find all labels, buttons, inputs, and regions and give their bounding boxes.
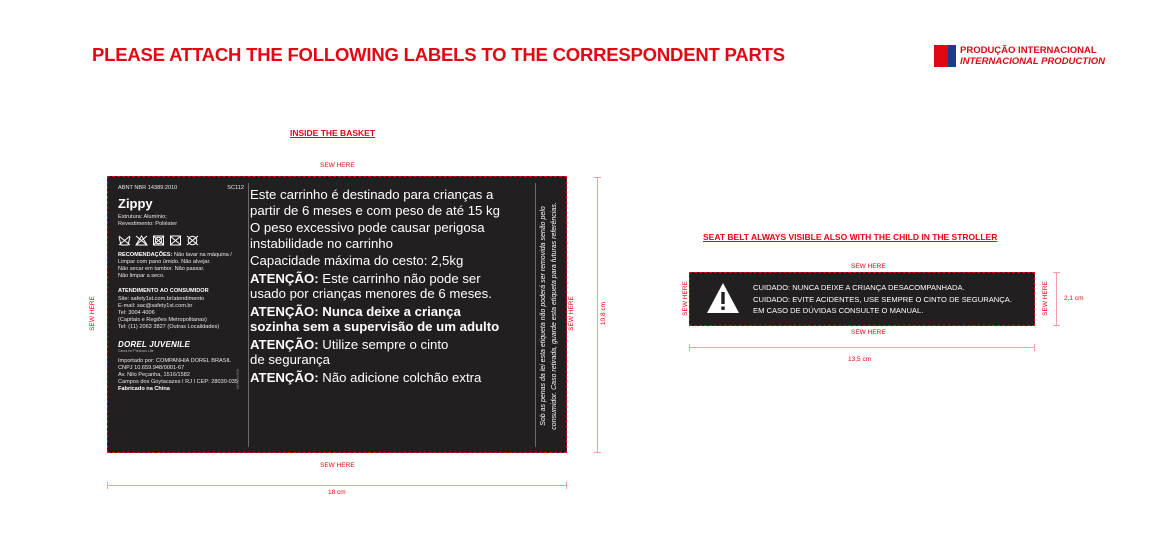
main-line: Este carrinho é destinado para crianças a [250, 187, 494, 202]
no-wash-icon [118, 235, 131, 246]
warning-line [250, 337, 534, 353]
recommendations [118, 252, 244, 281]
warning-line [250, 304, 534, 320]
brand-block [934, 45, 1134, 69]
sew-here-top: SEW HERE [851, 263, 886, 270]
sew-here-left: SEW HERE [681, 281, 689, 316]
warning-prefix: ATENÇÃO: [250, 270, 319, 286]
main-line: Capacidade máxima do cesto: 2,5kg [250, 253, 464, 268]
importer-line: Importado por: COMPANHIA DOREL BRASIL [118, 357, 232, 364]
basket-section-title: INSIDE THE BASKET [290, 128, 376, 138]
dim-tick [566, 482, 567, 489]
warning-text: Utilize sempre o cinto [318, 336, 449, 352]
width-dimension-label: 18 cm [328, 489, 346, 496]
importer-line: Av. Nilo Peçanha, 1516/1582 [118, 372, 190, 379]
importer-info [118, 358, 244, 394]
sew-here-right: SEW HERE [567, 296, 575, 331]
height-dimension-line [1056, 272, 1057, 326]
dorel-juvenile-logo: DOREL JUVENILE [118, 339, 190, 349]
service-line: E-mail: sac@safety1st.com.br [118, 302, 193, 309]
structure-material: Estrutura: Alumínio; [118, 214, 167, 221]
width-dimension-label: 13,5 cm [848, 356, 872, 363]
sew-here-top: SEW HERE [320, 162, 355, 169]
side-code: DE9024 R36 [236, 368, 240, 389]
height-dimension-line [597, 177, 598, 453]
warning-prefix: ATENÇÃO: [250, 336, 319, 352]
dim-tick [1053, 325, 1060, 326]
main-line: instabilidade no carrinho [250, 235, 393, 251]
page-title: PLEASE ATTACH THE FOLLOWING LABELS TO THE CORRESPONDENT PARTS [92, 44, 785, 65]
sew-here-left: SEW HERE [88, 296, 96, 331]
seatbelt-warning-line: CUIDADO: NUNCA DEIXE A CRIANÇA DESACOMPANHADA. [753, 283, 965, 292]
warning-prefix: ATENÇÃO: [250, 369, 319, 385]
legal-line: consumidor. Caso retirada, guarde esta etiqueta para futuras referências. [551, 202, 558, 430]
legal-side-text [538, 185, 562, 447]
product-name: Zippy [118, 196, 153, 212]
recommendation-line: Não secar em tambor. Não passar. [118, 266, 205, 273]
no-bleach-icon [135, 235, 148, 246]
warning-line [250, 370, 534, 386]
recommendation-line: Limpar com pano úmido. Não alvejar. [118, 258, 211, 265]
width-dimension-line [689, 347, 1035, 348]
warning-text: Não adicione colchão extra [318, 369, 482, 385]
no-dry-clean-icon [186, 235, 199, 246]
warning-prefix: ATENÇÃO: [250, 303, 319, 319]
dorel-tagline: Cares for Precious Life [118, 348, 154, 353]
label-left-column [118, 185, 244, 447]
seatbelt-warning-line: EM CASO DE DÚVIDAS CONSULTE O MANUAL. [753, 306, 924, 315]
brand-line-1: PRODUÇÃO INTERNACIONAL [960, 45, 1097, 56]
care-icons [118, 235, 244, 246]
importer-line: CNPJ 10.659.948/0001-67 [118, 364, 185, 371]
standard-code: ABNT NBR 14389:2010 [118, 185, 178, 191]
height-dimension-label: 2,1 cm [1064, 295, 1084, 302]
height-dimension-label: 10,8 cm [600, 301, 608, 326]
main-line: partir de 6 meses e com peso de até 15 kg [250, 202, 500, 218]
main-line: de segurança [250, 352, 330, 367]
recommendations-title: RECOMENDAÇÕES: [118, 251, 173, 258]
consumer-service [118, 288, 244, 331]
service-line: Tel: (11) 2063 3827 (Outras Localidades) [118, 324, 220, 331]
main-line: O peso excessivo pode causar perigosa [250, 220, 485, 235]
main-line: usado por crianças menores de 6 meses. [250, 286, 492, 301]
no-tumble-dry-icon [152, 235, 165, 246]
brand-line-2: INTERNACIONAL PRODUCTION [960, 56, 1105, 67]
recommendation-line: Não lavar na máquina / [173, 251, 232, 258]
dim-tick [594, 452, 601, 453]
main-line: sozinha sem a supervisão de um adulto [250, 319, 500, 334]
sew-here-bottom: SEW HERE [851, 329, 886, 336]
no-dry-icon [169, 235, 182, 246]
service-line: Site: safety1st.com.br/atendimento [118, 295, 205, 302]
lining-material: Revestimento: Poliéster [118, 221, 178, 228]
service-line: (Capitais e Regiões Metropolitanas) [118, 317, 207, 324]
recommendation-line: Não limpar a seco. [118, 273, 165, 280]
service-line: Tel: 3004 4006 [118, 310, 155, 317]
seatbelt-warning-text [753, 282, 1012, 317]
column-divider [535, 183, 536, 447]
made-in: Fabricado na China [118, 386, 170, 393]
width-dimension-line [107, 485, 567, 486]
importer-line: Campos dos Goytacazes I RJ I CEP: 28030-035 [118, 379, 239, 386]
seatbelt-label [689, 272, 1035, 326]
dim-tick [1034, 344, 1035, 351]
label-main-text [250, 187, 534, 385]
sew-here-right: SEW HERE [1041, 281, 1049, 316]
consumer-service-title: ATENDIMENTO AO CONSUMIDOR [118, 288, 209, 295]
warning-text: Este carrinho não pode ser [318, 270, 481, 286]
warning-line [250, 271, 534, 287]
brand-logo-icon [934, 45, 956, 67]
warning-text: Nunca deixe a criança [318, 303, 461, 319]
column-divider [248, 183, 249, 447]
basket-label [107, 176, 567, 453]
seatbelt-warning-line: CUIDADO: EVITE ACIDENTES, USE SEMPRE O CINTO DE SEGURANÇA. [753, 294, 1012, 304]
seatbelt-section-title: SEAT BELT ALWAYS VISIBLE ALSO WITH THE CHILD IN THE STROLLER [703, 232, 998, 242]
warning-triangle-icon [705, 281, 741, 315]
sew-here-bottom: SEW HERE [320, 462, 355, 469]
legal-line: Sob as penas da lei esta etiqueta não poderá ser removida senão pelo [540, 206, 547, 426]
product-code: SC112 [227, 185, 244, 191]
